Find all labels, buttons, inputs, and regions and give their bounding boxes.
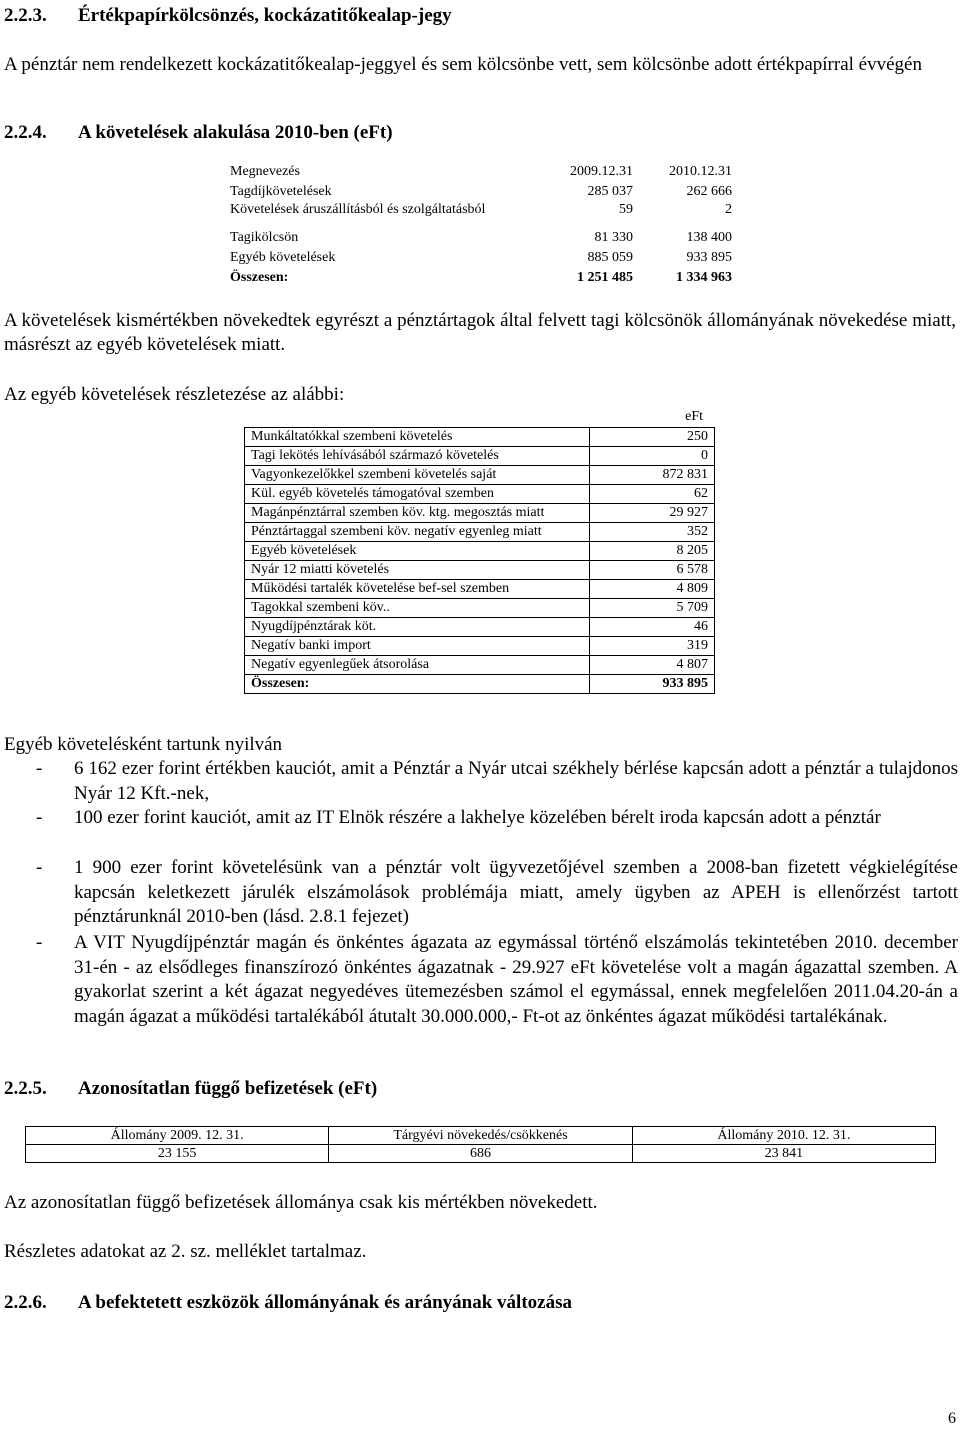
list-intro: Egyéb követelésként tartunk nyilván (4, 734, 283, 755)
table-cell: 8 205 (590, 542, 715, 561)
table-header-cell: 2010.12.31 (669, 164, 732, 179)
section-title: A befektetett eszközök állományának és arányának változása (78, 1292, 572, 1313)
table-cell: 285 037 (587, 184, 633, 199)
list-item-text: 6 162 ezer forint értékben kauciót, amit a Pénztár a Nyár utcai székhely bérlése kapcsán adott a pénztár a tulajdonos Nyár 12 Kft.-nek, (74, 758, 958, 804)
table-row (245, 428, 715, 447)
section-title: Értékpapírkölcsönzés, kockázatitőkealap-jegy (78, 5, 452, 26)
table-cell: 2 (725, 202, 732, 217)
pending-paragraph: Az azonosítatlan függő befizetések állománya csak kis mértékben növekedett. (4, 1192, 598, 1213)
list-item-text: A VIT Nyugdíjpénztár magán és önkéntes ágazata az egymással történő elszámolás tekintetében 2010. december 31-én - az elsődleges finanszírozó önkéntes ágazatnak - 29.927 eFt követelése volt a magán ágazattal szemben. A gyakorlat szerint a két ágazat negyedéves ütemezésben számol el egymással, ennek megfelelően 2011.04.20-án a magán ágazat a működési tartalékából átutalt 30.000.000,- Ft-ot az önkéntes ágazat működési tartalékának. (74, 932, 958, 1027)
section-number: 2.2.4. (4, 122, 47, 143)
table-cell: 0 (590, 447, 715, 466)
table-row (245, 523, 715, 542)
table-cell: 872 831 (590, 466, 715, 485)
section-223-text: A pénztár nem rendelkezett kockázatitőkealap-jeggyel és sem kölcsönbe vett, sem kölcsönbe adott értékpapírral évvégén (4, 54, 922, 75)
table-cell: Egyéb követelések (245, 542, 590, 561)
list-dash: - (36, 758, 43, 779)
table-header-row (26, 1127, 936, 1145)
table-cell: 81 330 (594, 230, 633, 245)
table-row (26, 1145, 936, 1163)
table-cell: Összesen: (230, 270, 289, 285)
table-cell: 4 809 (590, 580, 715, 599)
other-receivables-block (244, 406, 715, 694)
table-cell: 885 059 (587, 250, 633, 265)
list-item (36, 806, 958, 831)
table-cell: Nyugdíjpénztárak köt. (245, 618, 590, 637)
table-cell: 319 (590, 637, 715, 656)
table-cell: Negatív banki import (245, 637, 590, 656)
table-row (245, 466, 715, 485)
section-heading-224 (4, 122, 393, 144)
list-dash: - (36, 857, 43, 878)
table-cell: Működési tartalék követelése bef-sel szemben (245, 580, 590, 599)
table-row (245, 580, 715, 599)
table-cell: Vagyonkezelőkkel szembeni követelés saját (245, 466, 590, 485)
table-cell: Negatív egyenlegűek átsorolása (245, 656, 590, 675)
table-cell: 29 927 (590, 504, 715, 523)
table-row (245, 485, 715, 504)
section-heading-223 (4, 5, 452, 27)
table-cell: Egyéb követelések (230, 250, 336, 265)
table-cell: 46 (590, 618, 715, 637)
table-cell: Tagikölcsön (230, 230, 299, 245)
list-dash: - (36, 932, 43, 953)
table-row (226, 248, 736, 268)
section-number: 2.2.3. (4, 5, 47, 26)
unit-label: eFt (685, 409, 703, 424)
table-cell: 6 578 (590, 561, 715, 580)
page-number: 6 (948, 1410, 956, 1427)
table-row (226, 202, 736, 228)
table-total-row (226, 268, 736, 288)
table-cell: 23 155 (26, 1145, 329, 1163)
table-cell: Munkáltatókkal szembeni követelés (245, 428, 590, 447)
table-row (245, 637, 715, 656)
table-cell: 352 (590, 523, 715, 542)
list-item-text: 1 900 ezer forint követelésünk van a pénztár volt ügyvezetőjével szemben a 2008-ban fizetett végkielégítése kapcsán keletkezett járulék elszámolások problémája miatt, amely ügyben az APEH is ellenőrzést tartott pénztárunknál 2010-ben (lásd. 2.8.1 fejezet) (74, 857, 958, 927)
table-header-cell: Megnevezés (230, 164, 300, 179)
table-cell: 23 841 (632, 1145, 935, 1163)
table-header-cell: Tárgyévi növekedés/csökkenés (329, 1127, 632, 1145)
table-row (226, 182, 736, 202)
section-number: 2.2.6. (4, 1292, 47, 1313)
table-cell: Összesen: (245, 675, 590, 694)
table-cell: Követelések áruszállításból és szolgáltatásból (230, 202, 486, 217)
table-cell: Nyár 12 miatti követelés (245, 561, 590, 580)
section-title: A követelések alakulása 2010-ben (eFt) (78, 122, 393, 143)
appendix-reference: Részletes adatokat az 2. sz. melléklet tartalmaz. (4, 1241, 367, 1262)
table-cell: 62 (590, 485, 715, 504)
section-heading-226 (4, 1292, 572, 1314)
table-cell: 1 334 963 (676, 270, 732, 285)
table-row (245, 542, 715, 561)
table-cell: 933 895 (590, 675, 715, 694)
list-item-text: 100 ezer forint kauciót, amit az IT Elnök részére a lakhelye közelében bérelt iroda kapcsán adott a pénztár (74, 807, 881, 828)
table-row (245, 504, 715, 523)
section-heading-225 (4, 1078, 377, 1100)
list-dash: - (36, 807, 43, 828)
section-title: Azonosítatlan függő befizetések (eFt) (78, 1078, 378, 1099)
table-cell: Tagokkal szembeni köv.. (245, 599, 590, 618)
table-cell: Kül. egyéb követelés támogatóval szemben (245, 485, 590, 504)
table-cell: 262 666 (686, 184, 732, 199)
table-cell: 138 400 (686, 230, 732, 245)
other-receivables-table (244, 427, 715, 694)
table-header-cell: Állomány 2010. 12. 31. (632, 1127, 935, 1145)
table-cell: 59 (619, 202, 633, 217)
list-item (36, 757, 958, 806)
section-number: 2.2.5. (4, 1078, 47, 1099)
detail-intro: Az egyéb követelések részletezése az alábbi: (4, 384, 345, 405)
list-item (36, 856, 958, 930)
table-cell: 1 251 485 (577, 270, 633, 285)
table-row (245, 447, 715, 466)
pending-payments-table (25, 1126, 936, 1163)
table-cell: Pénztártaggal szembeni köv. negatív egyenleg miatt (245, 523, 590, 542)
table-cell: 933 895 (686, 250, 732, 265)
table-cell: Magánpénztárral szemben köv. ktg. megosztás miatt (245, 504, 590, 523)
table-header-cell: 2009.12.31 (570, 164, 633, 179)
table-cell: Tagdíjkövetelések (230, 184, 332, 199)
table-cell: 5 709 (590, 599, 715, 618)
list-item (36, 931, 958, 1029)
receivables-paragraph: A követelések kismértékben növekedtek egyrészt a pénztártagok által felvett tagi kölcsönök állományának növekedése miatt, másrészt az egyéb követelések miatt. (4, 310, 956, 355)
table-row (226, 228, 736, 248)
table-row (245, 599, 715, 618)
table-header-row (226, 162, 736, 182)
table-row (245, 561, 715, 580)
table-cell: 250 (590, 428, 715, 447)
table-row (245, 656, 715, 675)
table-row (245, 618, 715, 637)
table-cell: 686 (329, 1145, 632, 1163)
table-header-cell: Állomány 2009. 12. 31. (26, 1127, 329, 1145)
table-cell: 4 807 (590, 656, 715, 675)
receivables-table (226, 162, 736, 288)
table-cell: Tagi lekötés lehívásából származó követelés (245, 447, 590, 466)
table-total-row (245, 675, 715, 694)
